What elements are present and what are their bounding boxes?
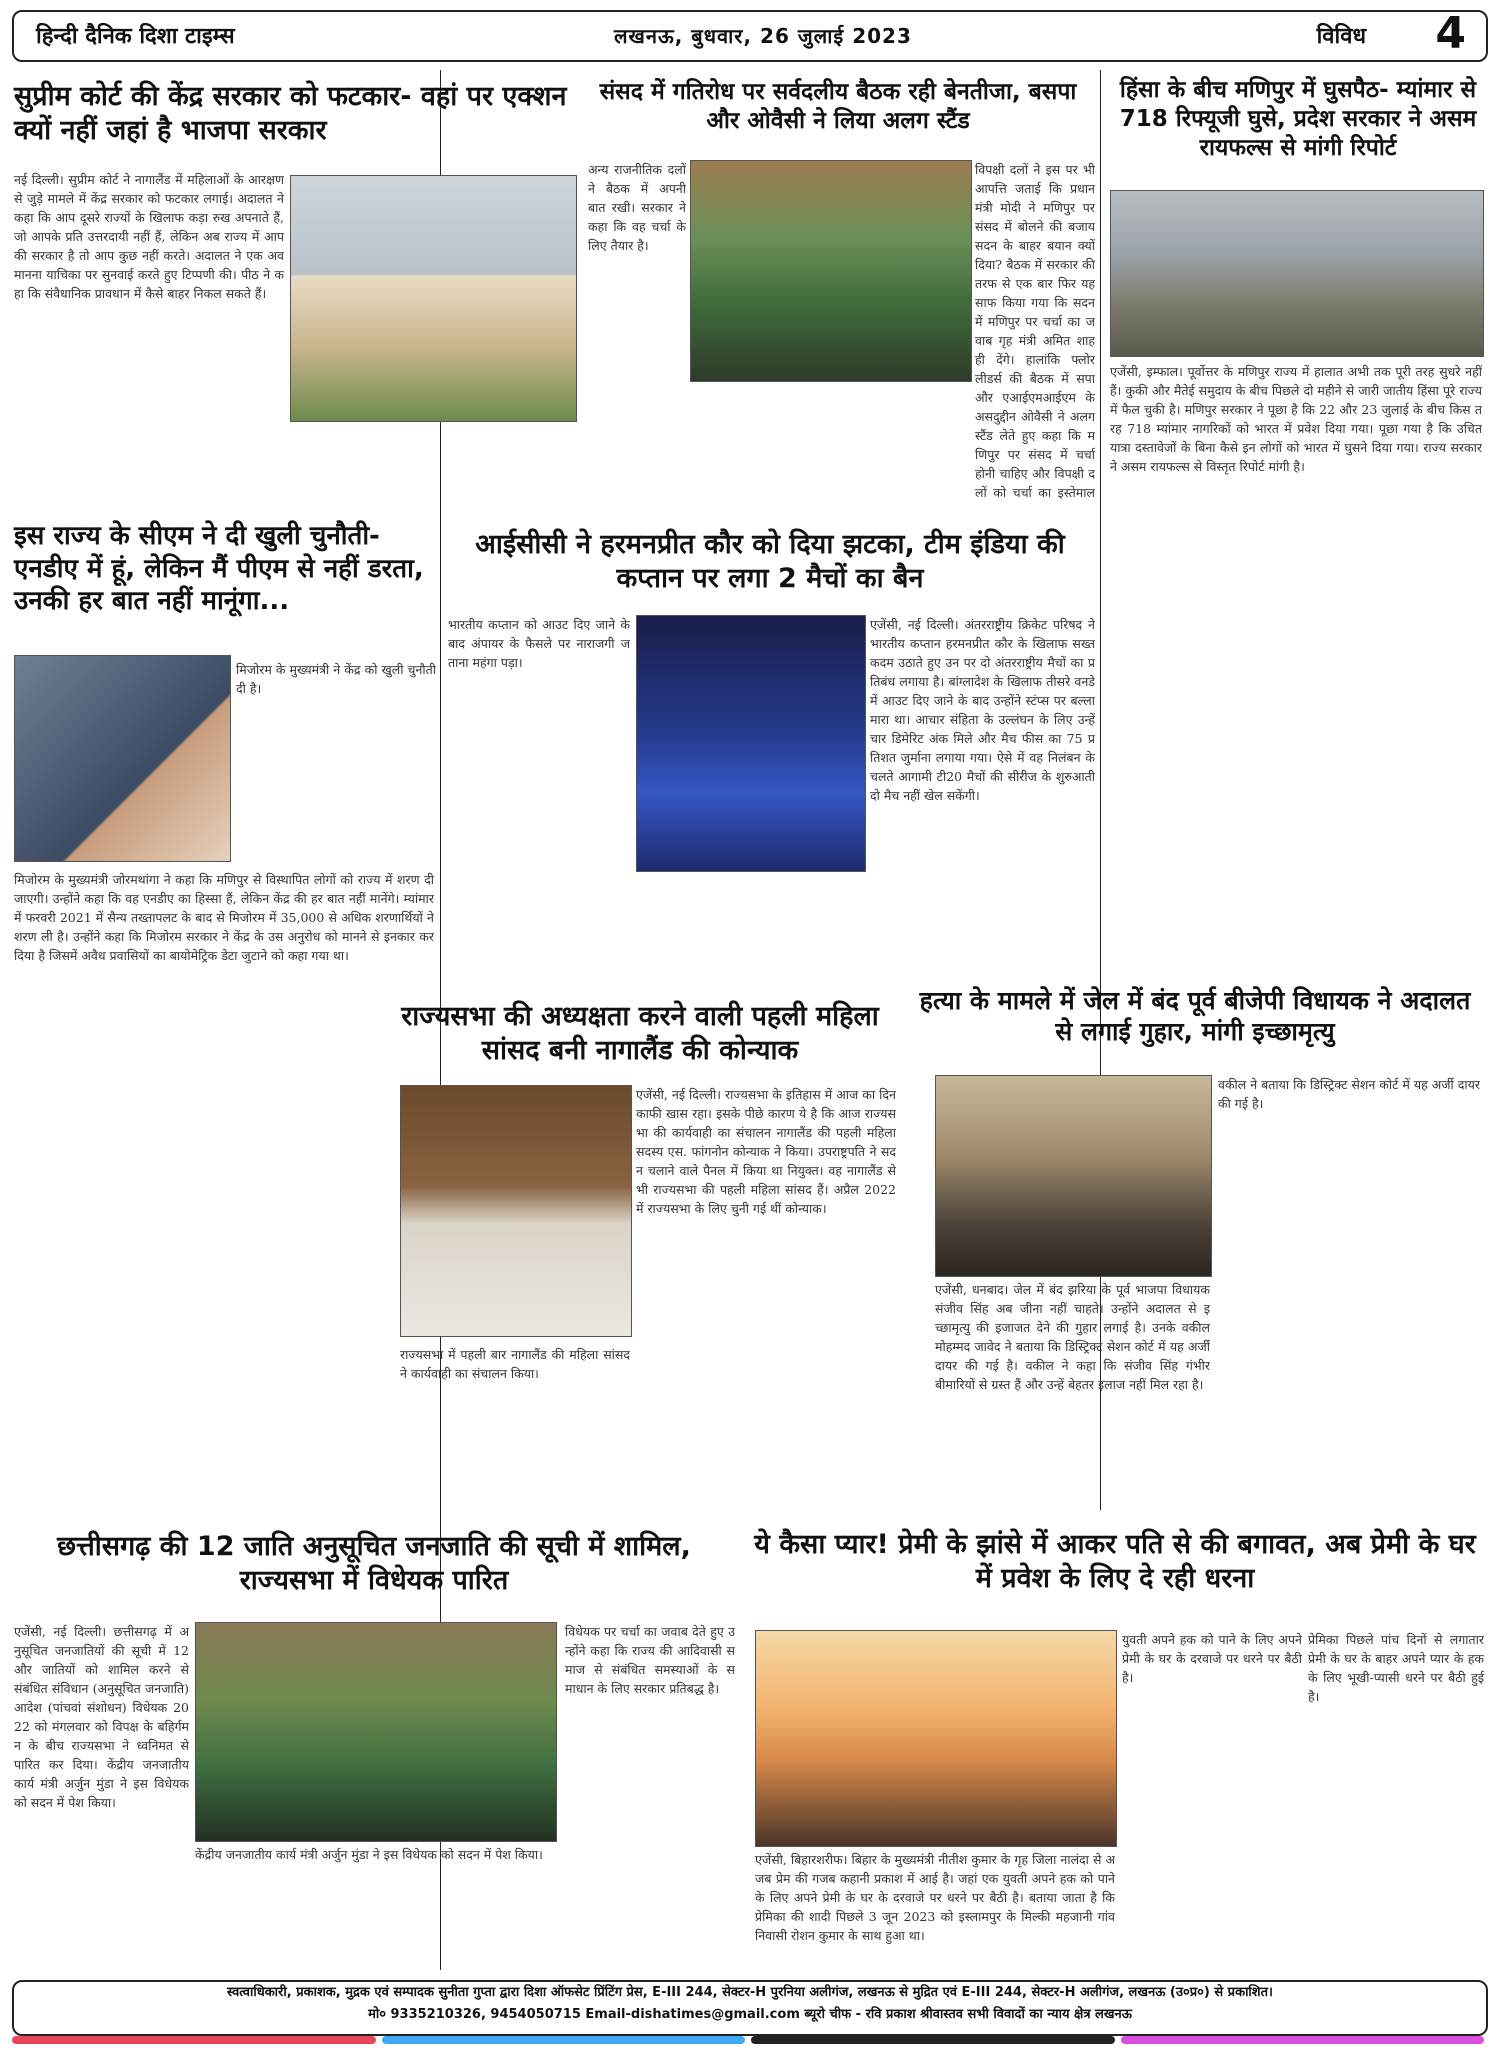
article-body-col: राज्यसभा में पहली बार नागालैंड की महिला सांसद ने कार्यवाही का संचालन किया। (400, 1347, 630, 1381)
couple-silhouette-photo (755, 1630, 1117, 1847)
article-body-col: प्रेमिका पिछले पांच दिनों से लगातार प्रेमी के घर के बाहर अपने प्यार के हक के लिए भूखी-प्यासी धरने पर बैठी हुई है। (1308, 1632, 1484, 1704)
masthead (12, 10, 1488, 62)
article-headline: संसद में गतिरोध पर सर्वदलीय बैठक रही बेनतीजा, बसपा और ओवैसी ने लिया अलग स्टैंड (599, 79, 1077, 134)
article-body: एजेंसी, नई दिल्ली। राज्यसभा के इतिहास में आज का दिन काफी खास रहा। इसके पीछे कारण ये है कि आज राज्यसभा की कार्यवाही का संचालन नागालैंड की पहली महिला सदस्य एस. फांगनोन कोन्याक ने किया। उपराष्ट्रपति ने सदन चलाने वाले पैनल में किया था नियुक्त। वह नागालैंड से भी राज्यसभा की पहली महिला सांसद हैं। अप्रैल 2022 में राज्यसभा के लिए चुनी गई थीं कोन्याक। (636, 1087, 896, 1216)
article-headline: छत्तीसगढ़ की 12 जाति अनुसूचित जनजाति की सूची में शामिल, राज्यसभा में विधेयक पारित (57, 1531, 691, 1596)
article-body: एजेंसी, इम्फाल। पूर्वोत्तर के मणिपुर राज्य में हालात अभी तक पूरी तरह सुधरे नहीं हैं। कुकी और मैतेई समुदाय के बीच पिछले दो महीने से जारी जातीय हिंसा पूरे राज्य में फैल चुकी है। मणिपुर सरकार ने पूछा है कि 22 और 23 जुलाई के बीच किस तरह 718 म्यांमार नागरिकों को भारत में प्रवेश दिया गया। पूछा गया है कि उचित यात्रा दस्तावेजों के बिना कैसे इन लोगों को भारत में घुसने दिया गया। राज्य सरकार ने असम रायफल्स से विस्तृत रिपोर्ट मांगी है। (1110, 364, 1482, 474)
decor-bar (751, 2036, 1115, 2044)
supreme-court-photo (290, 175, 577, 422)
article-body: एजेंसी, बिहारशरीफ। बिहार के मुख्यमंत्री नीतीश कुमार के गृह जिला नालंदा से अजब प्रेम की गजब कहानी प्रकाश में आई है। जहां एक युवती अपने हक को पाने के लिए अपने प्रेमी के घर के दरवाजे पर धरने पर बैठी है। बताया जाता है कि प्रेमिका की शादी पिछले 3 जून 2023 को इस्लामपुर के मिल्की महजानी गांव निवासी रोशन कुमार के साथ हुआ था। (755, 1852, 1115, 1943)
imprint-line: स्वत्वाधिकारी, प्रकाशक, मुद्रक एवं सम्पादक सुनीता गुप्ता द्वारा दिशा ऑफसेट प्रिंटिंग प्रेस, E-III 244, सेक्टर-H पुरनिया अलीगंज, लखनऊ से मुद्रित एवं E-III 244, सेक्टर-H अलीगंज, लखनऊ (उ०प्र०) से प्रकाशित। (227, 1985, 1273, 2000)
article-headline: आईसीसी ने हरमनप्रीत कौर को दिया झटका, टीम इंडिया की कप्तान पर लगा 2 मैचों का बैन (475, 529, 1065, 594)
cm-portrait-photo (14, 655, 231, 862)
decor-bar (1121, 2036, 1485, 2044)
paper-name: हिन्दी दैनिक दिशा टाइम्स (36, 24, 235, 49)
parliament-photo (690, 160, 972, 382)
article-body-col: वकील ने बताया कि डिस्ट्रिक्ट सेशन कोर्ट में यह अर्जी दायर की गई है। (1218, 1077, 1480, 1111)
manipur-security-photo (1110, 190, 1484, 357)
contact-line: मो० 9335210326, 9454050715 Email-dishatimes@gmail.com ब्यूरो चीफ - रवि प्रकाश श्रीवास्तव सभी विवादों का न्याय क्षेत्र लखनऊ (368, 2007, 1132, 2022)
article-body-col: भारतीय कप्तान को आउट दिए जाने के बाद अंपायर के फैसले पर नाराजगी जताना महंगा पड़ा। (448, 617, 630, 670)
article-headline: ये कैसा प्यार! प्रेमी के झांसे में आकर पति से की बगावत, अब प्रेमी के घर में प्रवेश के लिए दे रही धरना (754, 1529, 1476, 1594)
article-body: मिजोरम के मुख्यमंत्री जोरमथांगा ने कहा कि मणिपुर से विस्थापित लोगों को राज्य में शरण दी जाएगी। उन्होंने कहा कि वह एनडीए का हिस्सा हैं, लेकिन केंद्र की हर बात नहीं मानेंगे। म्यांमार में फरवरी 2021 में सैन्य तख्तापलट के बाद से मिजोरम में 35,000 से अधिक शरणार्थियों ने शरण ली है। उन्होंने कहा कि मिजोरम सरकार ने केंद्र के उस अनुरोध को मानने से इनकार कर दिया है जिसमें अवैध प्रवासियों का बायोमेट्रिक डेटा जुटाने को कहा गया था। (14, 872, 434, 963)
article-headline: राज्यसभा की अध्यक्षता करने वाली पहली महिला सांसद बनी नागालैंड की कोन्याक (401, 1001, 879, 1066)
article-body-col: युवती अपने हक को पाने के लिए अपने प्रेमी के घर के दरवाजे पर धरने पर बैठी है। (1122, 1632, 1302, 1685)
article-headline: हिंसा के बीच मणिपुर में घुसपैठ- म्यांमार से 718 रिफ्यूजी घुसे, प्रदेश सरकार ने असम रायफल्स से मांगी रिपोर्ट (1119, 77, 1477, 161)
decor-bar (382, 2036, 746, 2044)
article-body-col: मिजोरम के मुख्यमंत्री ने केंद्र को खुली चुनौती दी है। (236, 662, 436, 696)
article-body: एजेंसी, नई दिल्ली। अंतरराष्ट्रीय क्रिकेट परिषद ने भारतीय कप्तान हरमनप्रीत कौर के खिलाफ सख्त कदम उठाते हुए उन पर दो अंतरराष्ट्रीय मैचों का प्रतिबंध लगाया है। बांग्लादेश के खिलाफ तीसरे वनडे में आउट दिए जाने के बाद उन्होंने स्टंप्स पर बल्ला मारा था। आचार संहिता के उल्लंघन के लिए उन्हें चार डिमेरिट अंक मिले और मैच फीस का 75 प्रतिशत जुर्माना लगाया गया। ऐसे में वह निलंबन के चलते आगामी टी20 मैचों की सीरीज के शुरुआती दो मैच नहीं खेल सकेंगी। (870, 617, 1095, 803)
article-body-col: अन्य राजनीतिक दलों ने बैठक में अपनी बात रखी। सरकार ने कहा कि वह चर्चा के लिए तैयार है। (588, 162, 686, 253)
article-body: विपक्षी दलों ने इस पर भी आपत्ति जताई कि प्रधानमंत्री मोदी ने मणिपुर पर संसद में बोलने की बजाय सदन के बाहर बयान क्यों दिया? बैठक में सरकार की तरफ से एक बार फिर यह साफ किया गया कि सदन में मणिपुर पर चर्चा का जवाब गृह मंत्री अमित शाह ही देंगे। हालांकि फ्लोर लीडर्स की बैठक में सपा और एआईएमआईएम के असदुद्दीन ओवैसी ने अलग स्टैंड लेते हुए कहा कि मणिपुर पर संसद में चर्चा होनी चाहिए और विपक्षी दलों को चर्चा का इस्तेमाल (975, 162, 1095, 500)
imprint-footer (12, 1980, 1488, 2036)
decorative-bars (12, 2036, 1484, 2044)
article-body: एजेंसी, नई दिल्ली। छत्तीसगढ़ में अनुसूचित जनजातियों की सूची में 12 और जातियों को शामिल करने से संबंधित संविधान (अनुसूचित जनजाति) आदेश (पांचवां संशोधन) विधेयक 2022 को मंगलवार को विपक्ष के बहिर्गमन के बीच राज्यसभा ने ध्वनिमत से पारित कर दिया। केंद्रीय जनजातीय कार्य मंत्री अर्जुन मुंडा ने इस विधेयक को सदन में पेश किया। (14, 1624, 189, 1810)
mla-court-photo (935, 1075, 1212, 1277)
article-body: एजेंसी, धनबाद। जेल में बंद झरिया के पूर्व भाजपा विधायक संजीव सिंह अब जीना नहीं चाहते। उन्होंने अदालत से इच्छामृत्यु की इजाजत देने की गुहार लगाई है। उनके वकील मोहम्मद जावेद ने बताया कि डिस्ट्रिक्ट सेशन कोर्ट में यह अर्जी दायर की गई है। वकील ने कहा कि संजीव सिंह गंभीर बीमारियों से ग्रस्त हैं और उन्हें बेहतर इलाज नहीं मिल रहा है। (935, 1282, 1210, 1392)
article-headline: इस राज्य के सीएम ने दी खुली चुनौती- एनडीए में हूं, लेकिन मैं पीएम से नहीं डरता, उनकी हर बात नहीं मानूंगा... (14, 521, 424, 616)
article-body: नई दिल्ली। सुप्रीम कोर्ट ने नागालैंड में महिलाओं के आरक्षण से जुड़े मामले में केंद्र सरकार को फटकार लगाई। अदालत ने कहा कि आप दूसरे राज्यों के खिलाफ कड़ा रुख अपनाते हैं, जो आपके प्रति उत्तरदायी नहीं हैं, लेकिन अब राज्य में आपकी सरकार है तो आप कुछ नहीं करते। अदालत ने एक अवमानना याचिका पर सुनवाई करते हुए टिप्पणी की। पीठ ने कहा कि संवैधानिक प्रावधान में कैसे बाहर निकल सकते हैं। (14, 172, 284, 301)
harmanpreet-photo (636, 615, 866, 872)
section-label: विविध (1316, 24, 1366, 49)
article-headline: हत्या के मामले में जेल में बंद पूर्व बीजेपी विधायक ने अदालत से लगाई गुहार, मांगी इच्छामृत्यु (919, 986, 1471, 1047)
konyak-photo (400, 1085, 632, 1337)
article-body-col: केंद्रीय जनजातीय कार्य मंत्री अर्जुन मुंडा ने इस विधेयक को सदन में पेश किया। (195, 1847, 543, 1862)
decor-bar (12, 2036, 376, 2044)
article-body-col: विधेयक पर चर्चा का जवाब देते हुए उन्होंने कहा कि राज्य की आदिवासी समाज से संबंधित समस्याओं के समाधान के लिए सरकार प्रतिबद्ध है। (565, 1624, 735, 1696)
rajya-sabha-photo (195, 1622, 557, 1842)
page-number: 4 (1435, 8, 1466, 59)
dateline: लखनऊ, बुधवार, 26 जुलाई 2023 (614, 24, 912, 48)
article-headline: सुप्रीम कोर्ट की केंद्र सरकार को फटकार- वहां पर एक्शन क्यों नहीं जहां है भाजपा सरकार (14, 81, 567, 146)
